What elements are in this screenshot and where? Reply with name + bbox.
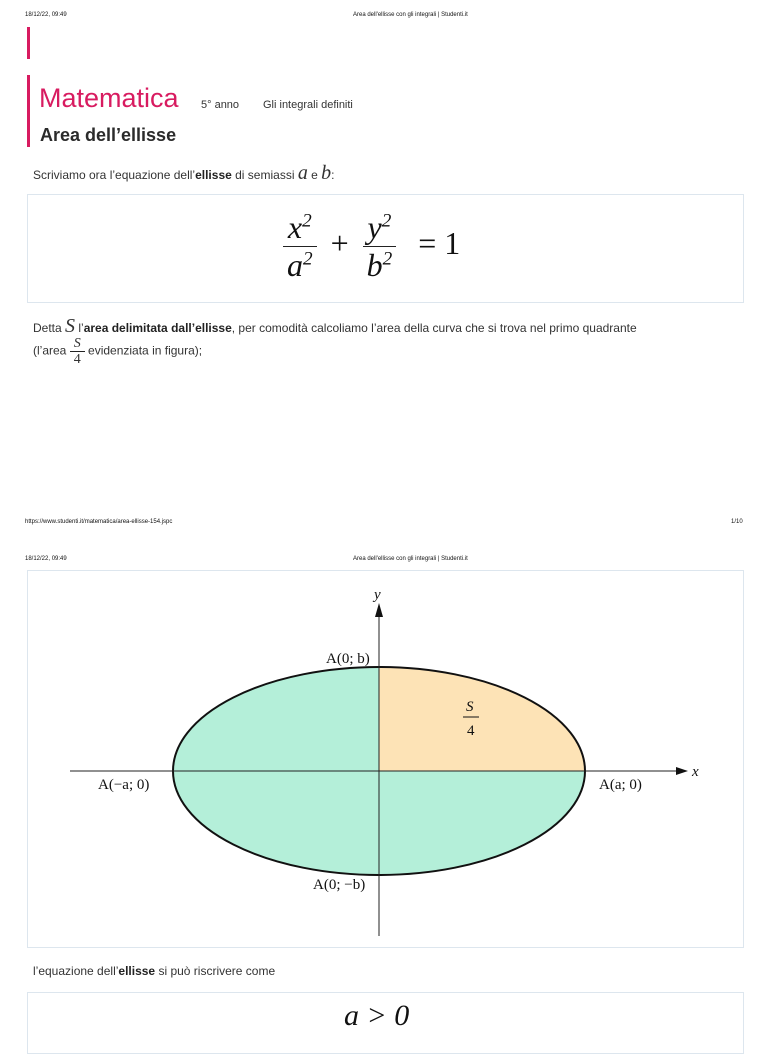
label-bottom-vertex: A(0; −b)	[313, 877, 366, 893]
intro-text: Scriviamo ora l’equazione dell’	[33, 168, 196, 182]
eq-plus: +	[330, 224, 349, 261]
intro-bold-ellisse: ellisse	[195, 168, 232, 182]
rewrite-paragraph	[33, 961, 275, 981]
intro-paragraph	[33, 163, 335, 185]
print-doc-title: Area dell'ellisse con gli integrali | Studenti.it	[353, 12, 468, 18]
rewrite-text: l’equazione dell’	[33, 964, 119, 978]
eq-exp-a: 2	[303, 248, 313, 270]
frac-4: 4	[70, 351, 85, 367]
eq-exp-x: 2	[302, 210, 312, 232]
x-axis-label: x	[692, 764, 699, 780]
y-axis-arrow	[375, 603, 383, 617]
ellipse-equation	[283, 209, 460, 284]
eq-exp-y: 2	[381, 210, 392, 232]
ellipse-figure	[28, 571, 743, 947]
breadcrumb-topic[interactable]: Gli integrali definiti	[263, 99, 353, 111]
condition-a-positive: a > 0	[344, 999, 410, 1032]
area-label-numerator: S	[466, 699, 474, 715]
detail-bold-area: area delimitata dall’ellisse	[83, 321, 232, 335]
fraction-x-a	[283, 209, 317, 284]
rewrite-text-rest: si può riscrivere come	[155, 964, 276, 978]
eq-y: y	[367, 209, 382, 245]
eq-x: x	[287, 209, 303, 245]
print-url: https://www.studenti.it/matematica/area-ellisse-154.jspc	[25, 519, 173, 525]
equation-box	[27, 194, 744, 303]
accent-bar-top	[27, 27, 30, 59]
print-datetime-page2: 18/12/22, 09:49	[25, 556, 67, 562]
first-quadrant-area	[379, 667, 585, 771]
detail-text-l: l’	[75, 321, 84, 335]
detail-text-rest: , per comodità calcoliamo l’area della curva che si trova nel primo quadrante	[231, 321, 637, 335]
detail-paragraph	[33, 316, 743, 367]
eq-b: b	[366, 247, 383, 283]
intro-and: e	[307, 168, 322, 182]
equation-box-2	[27, 992, 744, 1054]
intro-colon: :	[331, 168, 335, 182]
print-page-number: 1/10	[731, 519, 743, 525]
var-a: a	[297, 162, 308, 184]
accent-bar-heading	[27, 75, 30, 147]
label-top-vertex: A(0; b)	[326, 651, 370, 667]
rewrite-bold-ellisse: ellisse	[118, 964, 156, 978]
figure-box	[27, 570, 744, 948]
breadcrumb-year[interactable]: 5° anno	[201, 99, 240, 111]
eq-a: a	[287, 247, 303, 283]
print-doc-title-page2: Area dell'ellisse con gli integrali | Studenti.it	[353, 556, 468, 562]
var-b: b	[321, 162, 332, 184]
detail-text: Detta	[33, 321, 66, 335]
eq-rhs: = 1	[418, 224, 461, 261]
intro-text-semiassi: di semiassi	[231, 168, 298, 182]
area-label-denominator: 4	[467, 723, 475, 739]
breadcrumb-subject[interactable]: Matematica	[39, 83, 179, 113]
x-axis-arrow	[676, 767, 688, 775]
frac-S: S	[73, 336, 81, 351]
page-title: Area dell’ellisse	[40, 125, 177, 145]
fraction-y-b	[363, 209, 397, 284]
print-datetime: 18/12/22, 09:49	[25, 12, 67, 18]
detail-line2-text: (l’area	[33, 343, 70, 358]
detail-line2-end: evidenziata in figura);	[84, 343, 203, 358]
var-S: S	[65, 315, 76, 337]
fraction-S-4	[70, 336, 85, 367]
y-axis-label: y	[374, 587, 381, 603]
eq-exp-b: 2	[382, 248, 393, 270]
label-right-vertex: A(a; 0)	[599, 777, 642, 793]
label-left-vertex: A(−a; 0)	[98, 777, 150, 793]
